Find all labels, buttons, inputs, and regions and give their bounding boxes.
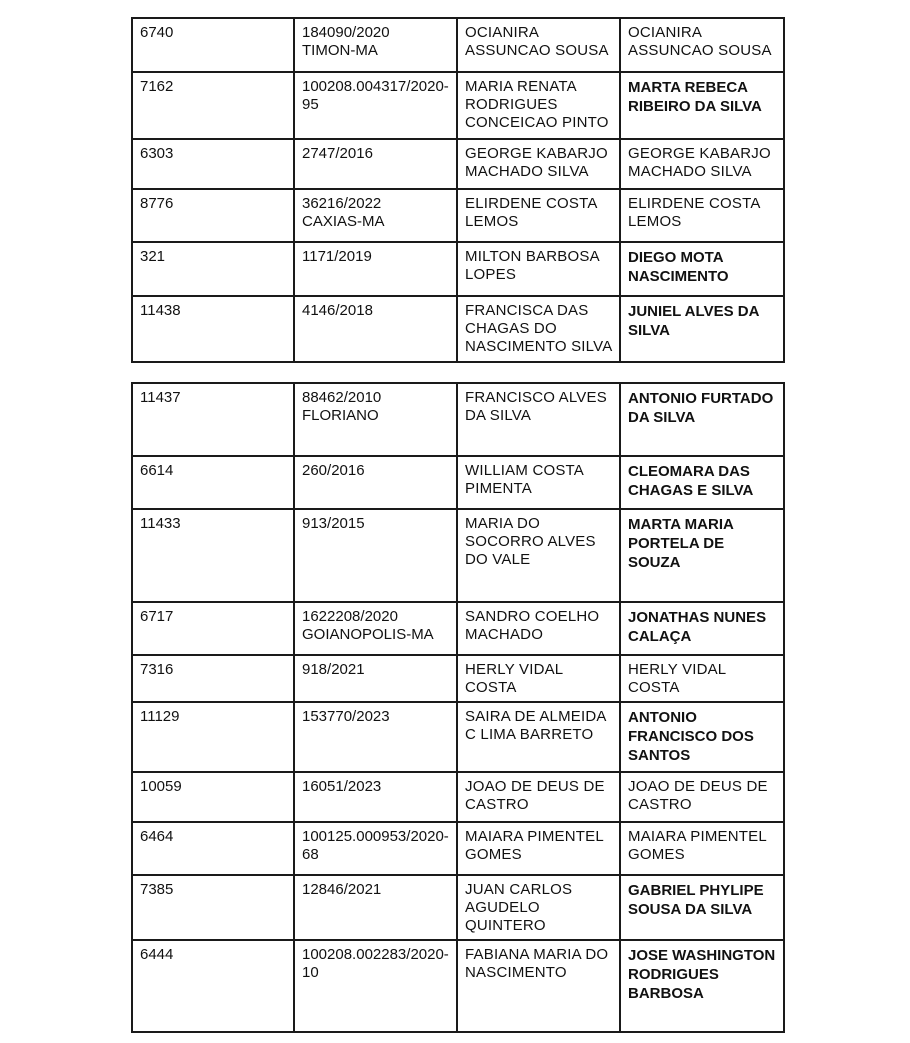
table-row [132,72,784,139]
records-table-2 [131,382,785,1033]
process-number: 12846/2021 [294,875,457,940]
party-name-alt: GEORGE KABARJO MACHADO SILVA [620,139,784,189]
table-row [132,18,784,72]
party-name: MARIA RENATA RODRIGUES CONCEICAO PINTO [457,72,620,139]
party-name-alt: HERLY VIDAL COSTA [620,655,784,702]
process-number: 2747/2016 [294,139,457,189]
party-name: WILLIAM COSTA PIMENTA [457,456,620,509]
party-name-alt: ELIRDENE COSTA LEMOS [620,189,784,242]
party-name-alt: ANTONIO FURTADO DA SILVA [620,383,784,456]
party-name: SANDRO COELHO MACHADO [457,602,620,655]
table-row [132,189,784,242]
process-number: 16051/2023 [294,772,457,822]
party-name-alt: JUNIEL ALVES DA SILVA [620,296,784,362]
table-row [132,456,784,509]
process-number: 260/2016 [294,456,457,509]
record-number: 6464 [132,822,294,875]
table-row [132,296,784,362]
party-name: GEORGE KABARJO MACHADO SILVA [457,139,620,189]
record-number: 11438 [132,296,294,362]
party-name: SAIRA DE ALMEIDA C LIMA BARRETO [457,702,620,772]
records-table-1 [131,17,785,363]
party-name: FABIANA MARIA DO NASCIMENTO [457,940,620,1032]
party-name: ELIRDENE COSTA LEMOS [457,189,620,242]
record-number: 7385 [132,875,294,940]
record-number: 8776 [132,189,294,242]
record-number: 7316 [132,655,294,702]
record-number: 6717 [132,602,294,655]
table-row [132,772,784,822]
party-name: MILTON BARBOSA LOPES [457,242,620,296]
process-number: 1171/2019 [294,242,457,296]
table-row [132,822,784,875]
party-name-alt: JOAO DE DEUS DE CASTRO [620,772,784,822]
party-name-alt: MARTA MARIA PORTELA DE SOUZA [620,509,784,602]
process-number: 100208.002283/2020-10 [294,940,457,1032]
process-number: 100125.000953/2020-68 [294,822,457,875]
process-number: 36216/2022 CAXIAS-MA [294,189,457,242]
party-name-alt: DIEGO MOTA NASCIMENTO [620,242,784,296]
process-number: 918/2021 [294,655,457,702]
record-number: 6740 [132,18,294,72]
party-name: FRANCISCA DAS CHAGAS DO NASCIMENTO SILVA [457,296,620,362]
party-name-alt: GABRIEL PHYLIPE SOUSA DA SILVA [620,875,784,940]
party-name: MARIA DO SOCORRO ALVES DO VALE [457,509,620,602]
process-number: 1622208/2020 GOIANOPOLIS-MA [294,602,457,655]
table-row [132,702,784,772]
record-number: 11437 [132,383,294,456]
process-number: 913/2015 [294,509,457,602]
record-number: 10059 [132,772,294,822]
table-row [132,655,784,702]
party-name: HERLY VIDAL COSTA [457,655,620,702]
party-name: MAIARA PIMENTEL GOMES [457,822,620,875]
table-row [132,875,784,940]
record-number: 11433 [132,509,294,602]
table-row [132,602,784,655]
party-name: OCIANIRA ASSUNCAO SOUSA [457,18,620,72]
record-number: 7162 [132,72,294,139]
table-row [132,242,784,296]
party-name-alt: OCIANIRA ASSUNCAO SOUSA [620,18,784,72]
process-number: 184090/2020 TIMON-MA [294,18,457,72]
party-name: FRANCISCO ALVES DA SILVA [457,383,620,456]
process-number: 100208.004317/2020-95 [294,72,457,139]
process-number: 88462/2010 FLORIANO [294,383,457,456]
process-number: 153770/2023 [294,702,457,772]
record-number: 6614 [132,456,294,509]
process-number: 4146/2018 [294,296,457,362]
record-number: 6444 [132,940,294,1032]
party-name-alt: JONATHAS NUNES CALAÇA [620,602,784,655]
table-row [132,509,784,602]
party-name-alt: MAIARA PIMENTEL GOMES [620,822,784,875]
table-row [132,940,784,1032]
table-row [132,383,784,456]
record-number: 6303 [132,139,294,189]
party-name-alt: JOSE WASHINGTON RODRIGUES BARBOSA [620,940,784,1032]
party-name: JUAN CARLOS AGUDELO QUINTERO [457,875,620,940]
record-number: 11129 [132,702,294,772]
party-name-alt: CLEOMARA DAS CHAGAS E SILVA [620,456,784,509]
party-name-alt: ANTONIO FRANCISCO DOS SANTOS [620,702,784,772]
party-name: JOAO DE DEUS DE CASTRO [457,772,620,822]
party-name-alt: MARTA REBECA RIBEIRO DA SILVA [620,72,784,139]
table-row [132,139,784,189]
record-number: 321 [132,242,294,296]
